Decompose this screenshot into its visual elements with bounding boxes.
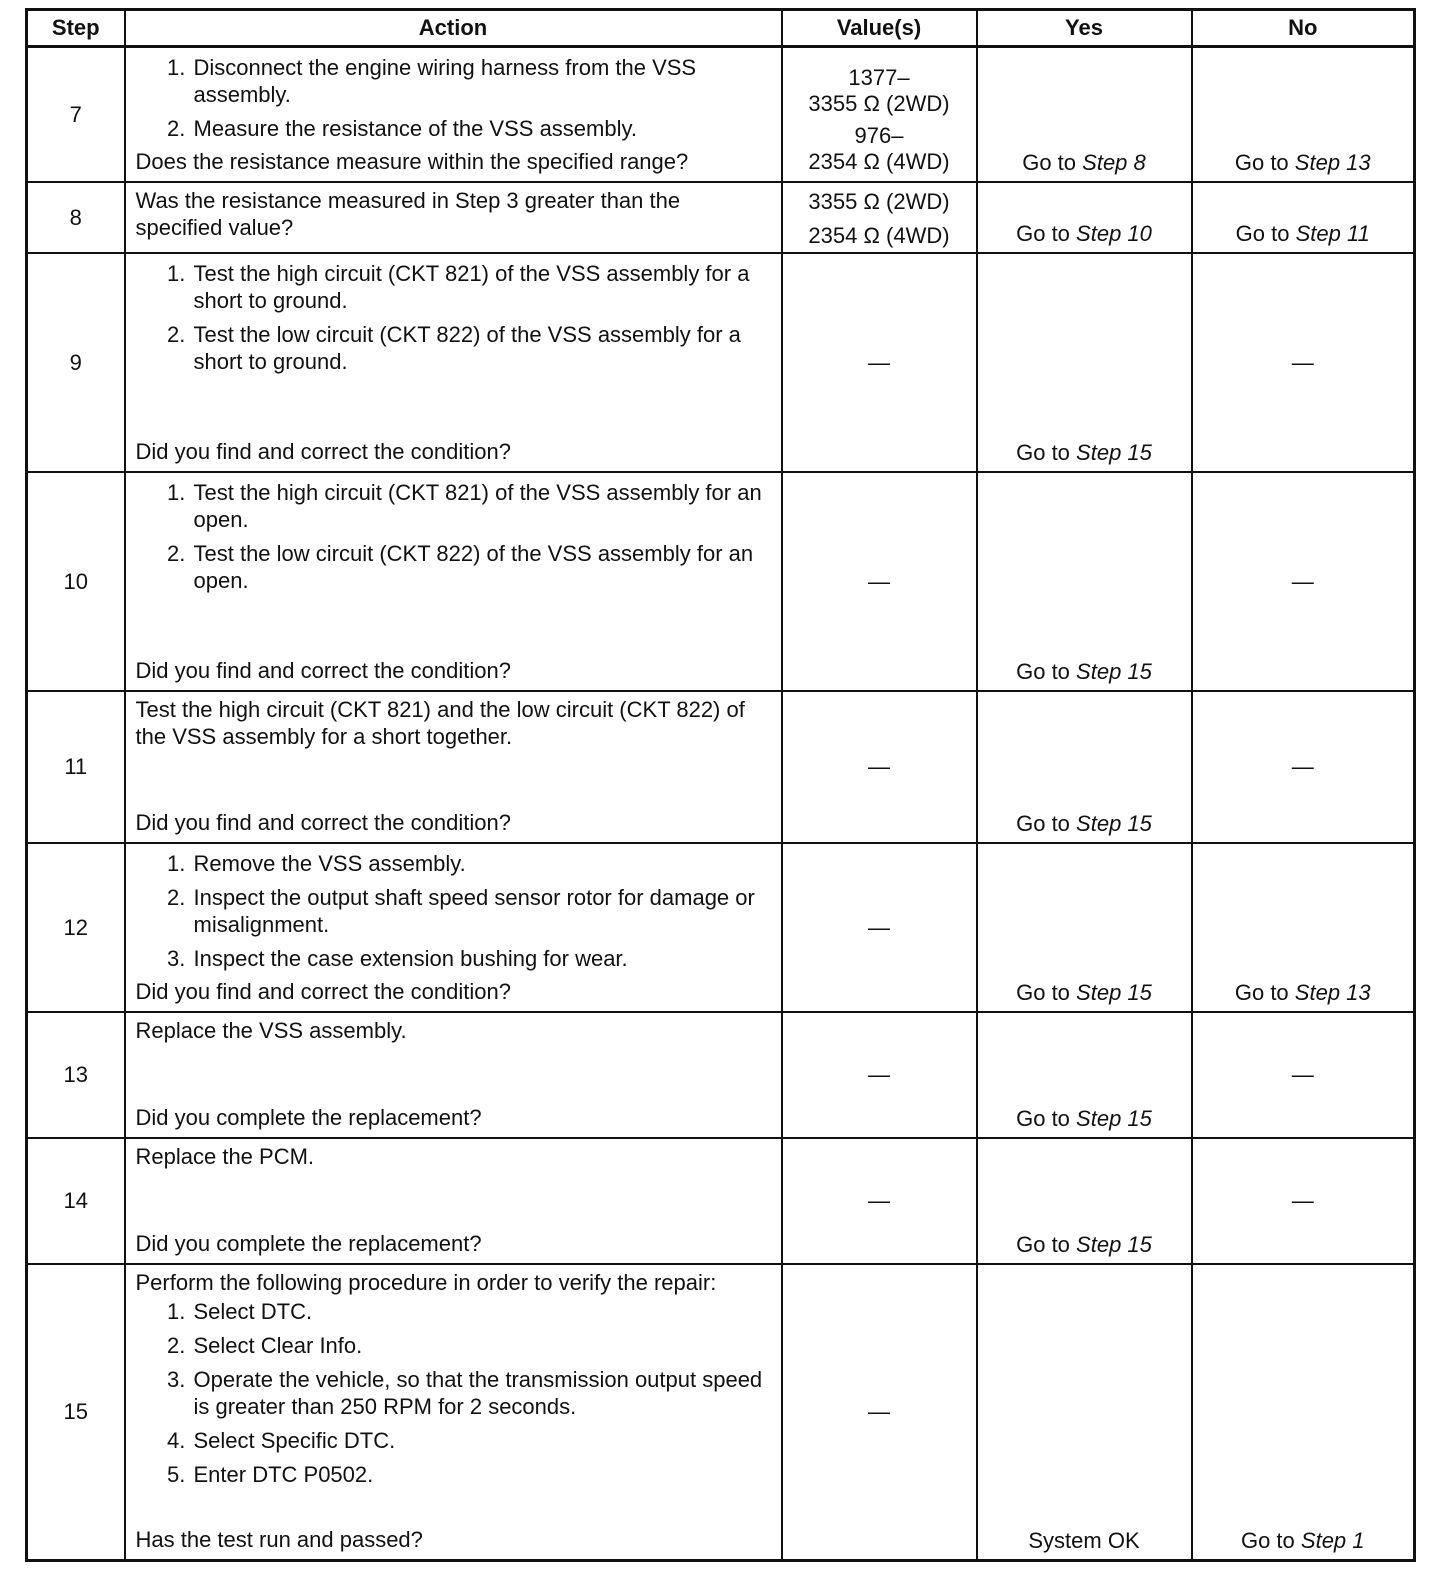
value-line: 2354 Ω (4WD) [808, 149, 950, 174]
action-list-item: 2. Test the low circuit (CKT 822) of the VSS assembly for an open. [192, 540, 769, 594]
action-list-item: 2. Test the low circuit (CKT 822) of the VSS assembly for a short to ground. [192, 321, 769, 375]
yes-prefix: Go to [1016, 811, 1070, 836]
action-content [136, 696, 769, 836]
value-dash: — [868, 1062, 890, 1087]
no-prefix: Go to [1240, 1527, 1295, 1553]
action-cell [125, 1264, 782, 1560]
yes-step-link[interactable]: Step 15 [1076, 811, 1152, 836]
no-dash: — [1291, 754, 1314, 779]
table-header [27, 10, 1415, 47]
step-number: 10 [27, 472, 125, 691]
no-cell [1192, 691, 1415, 843]
header-action: Action [125, 10, 782, 47]
yes-step-link[interactable]: Step 15 [1076, 659, 1152, 684]
action-content [136, 848, 769, 1005]
step-number: 15 [27, 1264, 125, 1560]
action-list-item: 5. Enter DTC P0502. [192, 1461, 769, 1488]
no-dash: — [1291, 1062, 1314, 1087]
yes-step-link[interactable]: Step 15 [1076, 440, 1152, 465]
values-cell [782, 1138, 977, 1264]
yes-cell [977, 1138, 1192, 1264]
yes-step-link[interactable]: Step 10 [1076, 221, 1152, 246]
table-row [27, 253, 1415, 472]
header-row [27, 10, 1415, 47]
yes-cell [977, 182, 1192, 253]
no-step-link[interactable]: Step 11 [1295, 221, 1370, 246]
action-list-item: 3. Operate the vehicle, so that the transmission output speed is greater than 250 RPM for 2 seconds. [192, 1366, 769, 1420]
action-cell [125, 691, 782, 843]
action-list [136, 479, 769, 596]
table-row [27, 472, 1415, 691]
action-content [136, 258, 769, 465]
table-row [27, 1012, 1415, 1138]
yes-prefix: Go to [1016, 659, 1070, 684]
table-row [27, 1264, 1415, 1560]
action-list [136, 260, 769, 377]
yes-step-link[interactable]: Step 15 [1076, 1232, 1152, 1257]
action-cell [125, 253, 782, 472]
no-cell [1192, 1138, 1415, 1264]
action-cell [125, 182, 782, 253]
no-dash: — [1291, 1188, 1314, 1213]
action-content [136, 477, 769, 684]
yes-prefix: Go to [1016, 221, 1070, 246]
action-question: Did you find and correct the condition? [135, 979, 511, 1004]
yes-step-link[interactable]: Step 8 [1082, 150, 1146, 175]
no-cell [1192, 843, 1415, 1012]
yes-cell [977, 472, 1192, 691]
action-cell [125, 1012, 782, 1138]
step-number: 9 [27, 253, 125, 472]
action-question: Has the test run and passed? [135, 1526, 423, 1552]
values-cell [782, 472, 977, 691]
action-intro: Replace the PCM. [135, 1144, 315, 1169]
no-cell [1192, 1264, 1415, 1560]
yes-cell [977, 843, 1192, 1012]
action-intro: Replace the VSS assembly. [135, 1018, 407, 1043]
action-content [136, 1143, 769, 1257]
action-cell [125, 843, 782, 1012]
yes-cell [977, 1012, 1192, 1138]
value-line: 3355 Ω (2WD) [808, 91, 950, 116]
no-cell [1192, 1012, 1415, 1138]
action-content [136, 187, 769, 246]
value-dash: — [868, 754, 890, 779]
yes-cell [977, 253, 1192, 472]
table-body [27, 47, 1415, 1561]
no-prefix: Go to [1235, 221, 1290, 246]
action-intro: Was the resistance measured in Step 3 greater than the specified value? [135, 188, 681, 240]
action-cell [125, 1138, 782, 1264]
no-prefix: Go to [1234, 150, 1289, 175]
action-list-item: 1. Test the high circuit (CKT 821) of the VSS assembly for an open. [192, 479, 769, 533]
action-intro: Perform the following procedure in order to verify the repair: [135, 1270, 717, 1295]
action-intro: Test the high circuit (CKT 821) and the low circuit (CKT 822) of the VSS assembly for a short together. [135, 697, 745, 749]
action-content [136, 1017, 769, 1131]
step-number: 11 [27, 691, 125, 843]
table-row [27, 843, 1415, 1012]
no-dash: — [1291, 568, 1314, 594]
action-question: Does the resistance measure within the specified range? [135, 149, 689, 174]
value-dash: — [868, 914, 890, 940]
action-list-item: 1. Select DTC. [192, 1298, 769, 1325]
yes-step-link[interactable]: Step 15 [1076, 1106, 1152, 1131]
yes-prefix: Go to [1022, 150, 1077, 175]
no-step-link[interactable]: Step 13 [1294, 150, 1371, 175]
value-dash: — [868, 568, 890, 594]
yes-prefix: Go to [1016, 980, 1070, 1005]
no-cell [1192, 472, 1415, 691]
step-number: 14 [27, 1138, 125, 1264]
yes-prefix: Go to [1016, 1232, 1070, 1257]
action-question: Did you complete the replacement? [135, 1231, 482, 1256]
action-question: Did you find and correct the condition? [135, 439, 511, 464]
action-list-item: 2. Select Clear Info. [192, 1332, 769, 1359]
yes-cell [977, 47, 1192, 183]
diagnostic-table [25, 8, 1416, 1562]
action-question: Did you complete the replacement? [135, 1105, 482, 1130]
action-list-item: 1. Test the high circuit (CKT 821) of the VSS assembly for a short to ground. [192, 260, 769, 314]
action-list [136, 54, 769, 144]
action-list-item: 1. Remove the VSS assembly. [192, 850, 769, 877]
header-values: Value(s) [782, 10, 977, 47]
table-row [27, 1138, 1415, 1264]
values-cell [782, 691, 977, 843]
no-prefix: Go to [1234, 980, 1289, 1005]
values-cell [782, 1264, 977, 1560]
action-content [136, 52, 769, 175]
header-yes: Yes [977, 10, 1192, 47]
no-cell [1192, 182, 1415, 253]
value-line: 3355 Ω (2WD) [808, 189, 950, 214]
value-dash: — [868, 1398, 890, 1424]
action-list-item: 2. Measure the resistance of the VSS assembly. [192, 115, 769, 142]
action-cell [125, 472, 782, 691]
yes-text: System OK [1028, 1527, 1140, 1553]
values-cell [782, 182, 977, 253]
action-list-item: 1. Disconnect the engine wiring harness from the VSS assembly. [192, 54, 769, 108]
action-content [136, 1269, 769, 1553]
action-cell [125, 47, 782, 183]
step-number: 7 [27, 47, 125, 183]
yes-cell [977, 691, 1192, 843]
values-cell [782, 1012, 977, 1138]
action-question: Did you find and correct the condition? [135, 810, 511, 835]
value-line: 2354 Ω (4WD) [808, 223, 950, 248]
action-list [136, 1298, 769, 1490]
no-cell [1192, 47, 1415, 183]
action-list-item: 3. Inspect the case extension bushing for wear. [192, 945, 769, 972]
yes-prefix: Go to [1016, 440, 1070, 465]
step-number: 13 [27, 1012, 125, 1138]
step-number: 12 [27, 843, 125, 1012]
no-dash: — [1291, 349, 1314, 375]
header-step: Step [27, 10, 125, 47]
step-number: 8 [27, 182, 125, 253]
no-cell [1192, 253, 1415, 472]
table-row [27, 47, 1415, 183]
action-question: Did you find and correct the condition? [135, 658, 511, 683]
value-line: 1377– [848, 65, 910, 90]
header-no: No [1192, 10, 1415, 47]
values-cell [782, 253, 977, 472]
values-cell [782, 843, 977, 1012]
table-row [27, 182, 1415, 253]
values-cell [782, 47, 977, 183]
action-list-item: 2. Inspect the output shaft speed sensor rotor for damage or misalignment. [192, 884, 769, 938]
yes-prefix: Go to [1016, 1106, 1070, 1131]
action-list [136, 850, 769, 974]
table-row [27, 691, 1415, 843]
yes-cell [977, 1264, 1192, 1560]
value-dash: — [868, 349, 890, 375]
yes-step-link[interactable]: Step 15 [1076, 980, 1152, 1005]
action-list-item: 4. Select Specific DTC. [192, 1427, 769, 1454]
no-step-link[interactable]: Step 1 [1300, 1527, 1365, 1553]
value-line: 976– [854, 123, 904, 148]
value-dash: — [868, 1188, 890, 1213]
no-step-link[interactable]: Step 13 [1294, 980, 1371, 1005]
